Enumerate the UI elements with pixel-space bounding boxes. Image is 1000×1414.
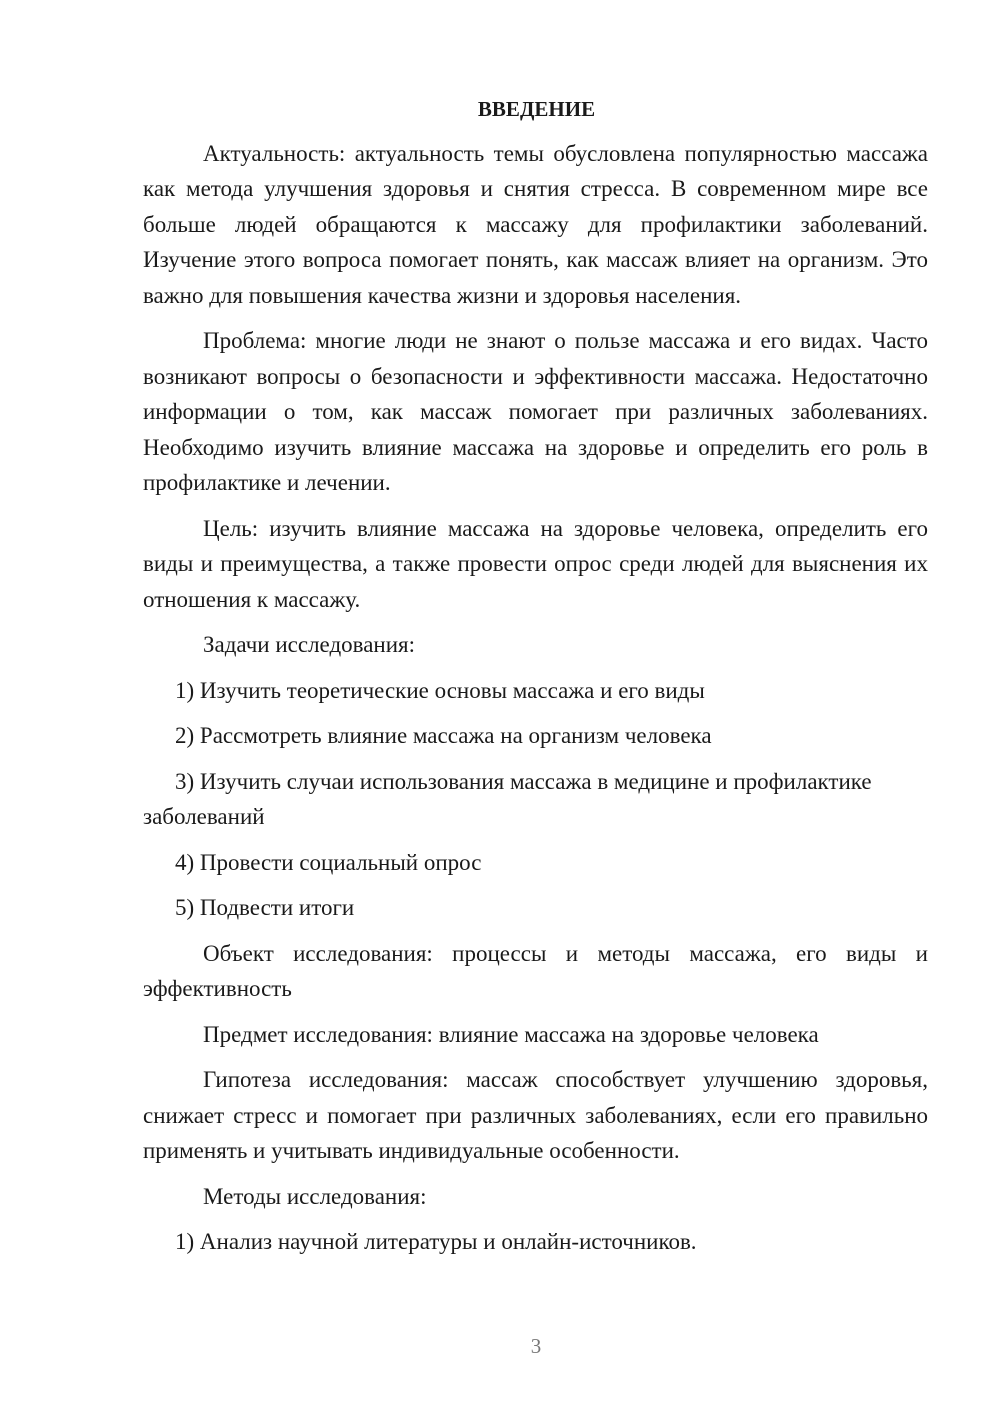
task-item: 5) Подвести итоги [175,895,355,920]
methods-title: Методы исследования: [203,1183,427,1209]
page-number: 3 [530,1334,542,1358]
page-title: ВВЕДЕНИЕ [477,97,596,121]
task-item: 2) Рассмотреть влияние массажа на организм человека [175,723,712,748]
method-item: 1) Анализ научной литературы и онлайн-источников. [175,1229,697,1254]
problem-paragraph: Проблема: многие люди не знают о пользе массажа и его видах. Часто возникают вопросы о безопасности и эффективности массажа. Недостаточно информации о том, как массаж помогает при различных заболеваниях. Необходимо изучить влияние массажа на здоровье и определить его роль в профилактике и лечении. [143,328,928,495]
document-page [143,92,928,1270]
object-paragraph: Объект исследования: процессы и методы массажа, его виды и эффективность [143,940,928,1001]
tasks-title: Задачи исследования: [203,632,416,657]
subject-paragraph: Предмет исследования: влияние массажа на здоровье человека [203,1021,819,1047]
relevance-paragraph: Актуальность: актуальность темы обусловлена популярностью массажа как метода улучшения здоровья и снятия стресса. В современном мире все больше людей обращаются к массажу для профилактики заболеваний. Изучение этого вопроса помогает понять, как массаж влияет на организм. Это важно для повышения качества жизни и здоровья населения. [143,140,928,308]
goal-paragraph: Цель: изучить влияние массажа на здоровье человека, определить его виды и преимущества, а также провести опрос среди людей для выяснения их отношения к массажу. [143,515,928,612]
hypothesis-paragraph: Гипотеза исследования: массаж способствует улучшению здоровья, снижает стресс и помогает при различных заболеваниях, если его правильно применять и учитывать индивидуальные особенности. [143,1067,928,1163]
task-item: 3) Изучить случаи использования массажа в медицине и профилактике заболеваний [143,768,872,829]
task-item: 1) Изучить теоретические основы массажа и его виды [175,677,705,703]
task-item: 4) Провести социальный опрос [175,849,482,875]
